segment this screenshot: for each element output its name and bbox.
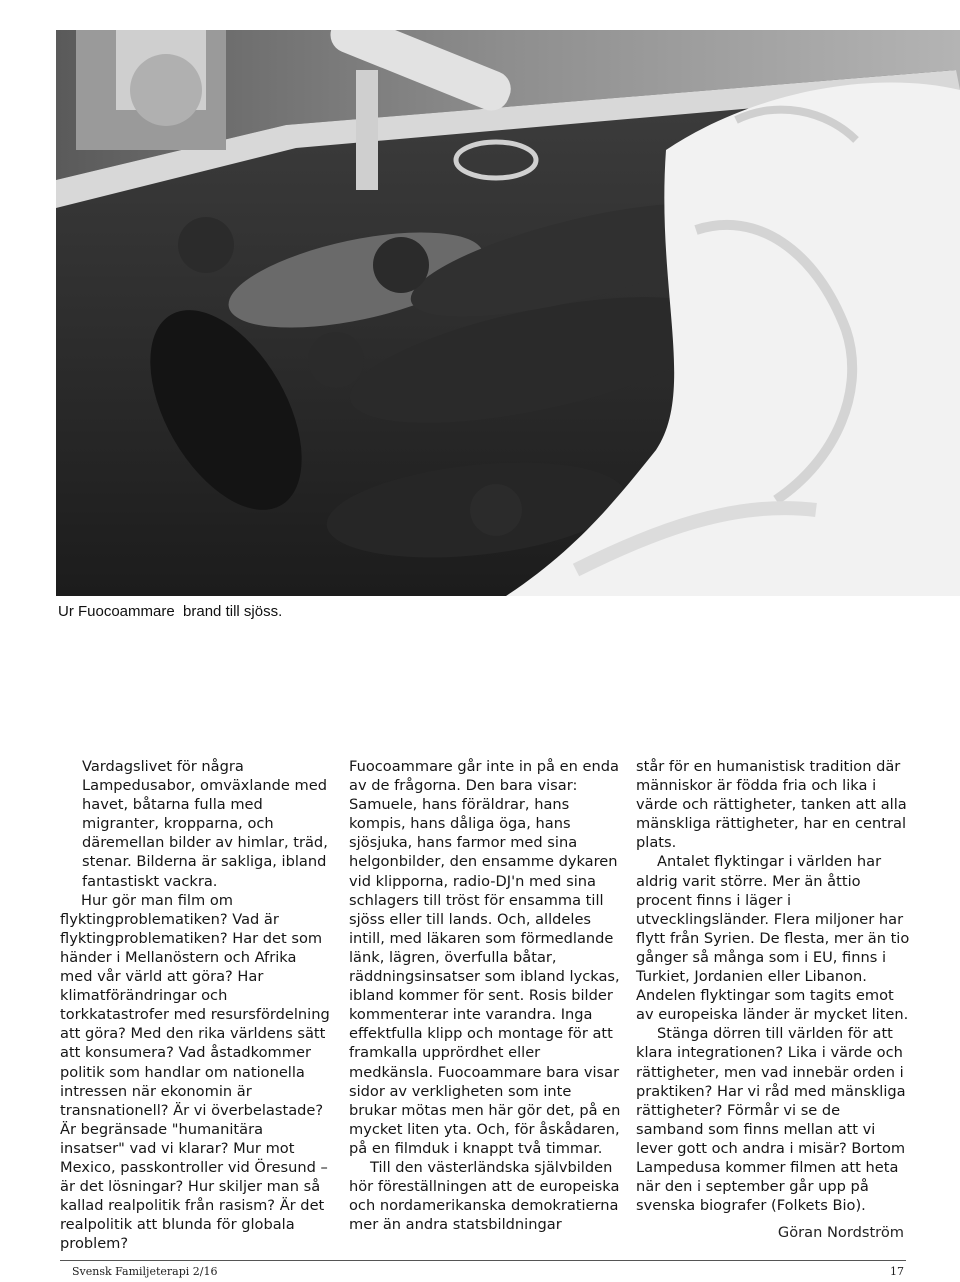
paragraph: Till den västerländska självbilden hör föreställningen att de europeiska och nordamerikanska demokratierna mer än andra statsbildningar [349,1158,620,1234]
paragraph: Hur gör man film om flyktingproblematiken? Vad är flyktingproblematiken? Har det som händer i Mellanöstern och Afrika med vår värld att göra? Har klimatförändringar och torkkatastrofer med resursfördelning att göra? Med den rika världens sätt att konsumera? Vad åstadkommer politik som handlar om nationella intressen när ekonomin är transnationell? Är vi överbelastade? Är begränsade "humanitära insatser" vad vi klarar? Mur mot Mexico, passkontroller vid Öresund – är det lösningar? Hur skiljer man så kallad realpolitik från rasism? Är det realpolitik att blunda för globala problem? [60,891,330,1253]
page-number: 17 [890,1265,904,1278]
paragraph: Vardagslivet för några Lampedusabor, omväxlande med havet, båtarna fulla med migranter, kropparna, och däremellan bilder av himlar, träd, stenar. Bilderna är sakliga, ibland fantastiskt vackra. [82,758,328,890]
paragraph: Antalet flyktingar i världen har aldrig varit större. Mer än åttio procent finns i läger i utvecklingsländer. Flera miljoner har flytt från Syrien. De flesta, mer än tio gånger så många som i EU, finns i Turkiet, Jordanien eller Libanon. Andelen flyktingar som tagits emot av europeiska länder är mycket liten. [636,853,910,1024]
photo-image [56,30,960,596]
paragraph: står för en humanistisk tradition där människor är födda fria och lika i värde och rättigheter, tanken att alla mänskliga rättigheter, har en central plats. [636,758,907,852]
publication-name: Svensk Familjeterapi 2/16 [72,1265,218,1278]
paragraph: Fuocoammare går inte in på en enda av de frågorna. Den bara visar: Samuele, hans föräldrar, hans kompis, hans dåliga öga, hans sjösjuka, hans farmor med sina helgonbilder, den ensamme dykaren vid klipporna, radio-DJ'n med sina schlagers till tröst för ensamma till sjöss eller till lands. Och, alldeles intill, med läkaren som förmedlande länk, lägren, överfulla båtar, räddningsinsatser som ibland lyckas, ibland kommer för sent. Rosis bilder kommenterar inte varandra. Inga effektfulla klipp och montage för att framkalla upprördhet eller medkänsla. Fuocoammare bara visar sidor av verkligheten som inte brukar mötas men här gör det, på en mycket liten yta. Och, för åskådaren, på en filmduk i knappt två timmar. [349,758,621,1157]
article-column-1 [60,757,332,1253]
article-photo [56,30,960,596]
author-byline: Göran Nordström [777,1224,904,1241]
photo-caption: Ur Fuocoammare brand till sjöss. [58,603,283,620]
paragraph: Stänga dörren till världen för att klara integrationen? Lika i värde och rättigheter, men vad innebär orden i praktiken? Har vi råd med mänskliga rättigheter? Förmår vi se de samband som finns mellan att vi lever gott och andra i misär? Bortom Lampedusa kommer filmen att heta när den i september går upp på svenska biografer (Folkets Bio). [636,1025,906,1215]
article-column-3 [636,757,912,1215]
article-column-2 [349,757,621,1234]
footer-divider [60,1260,906,1261]
